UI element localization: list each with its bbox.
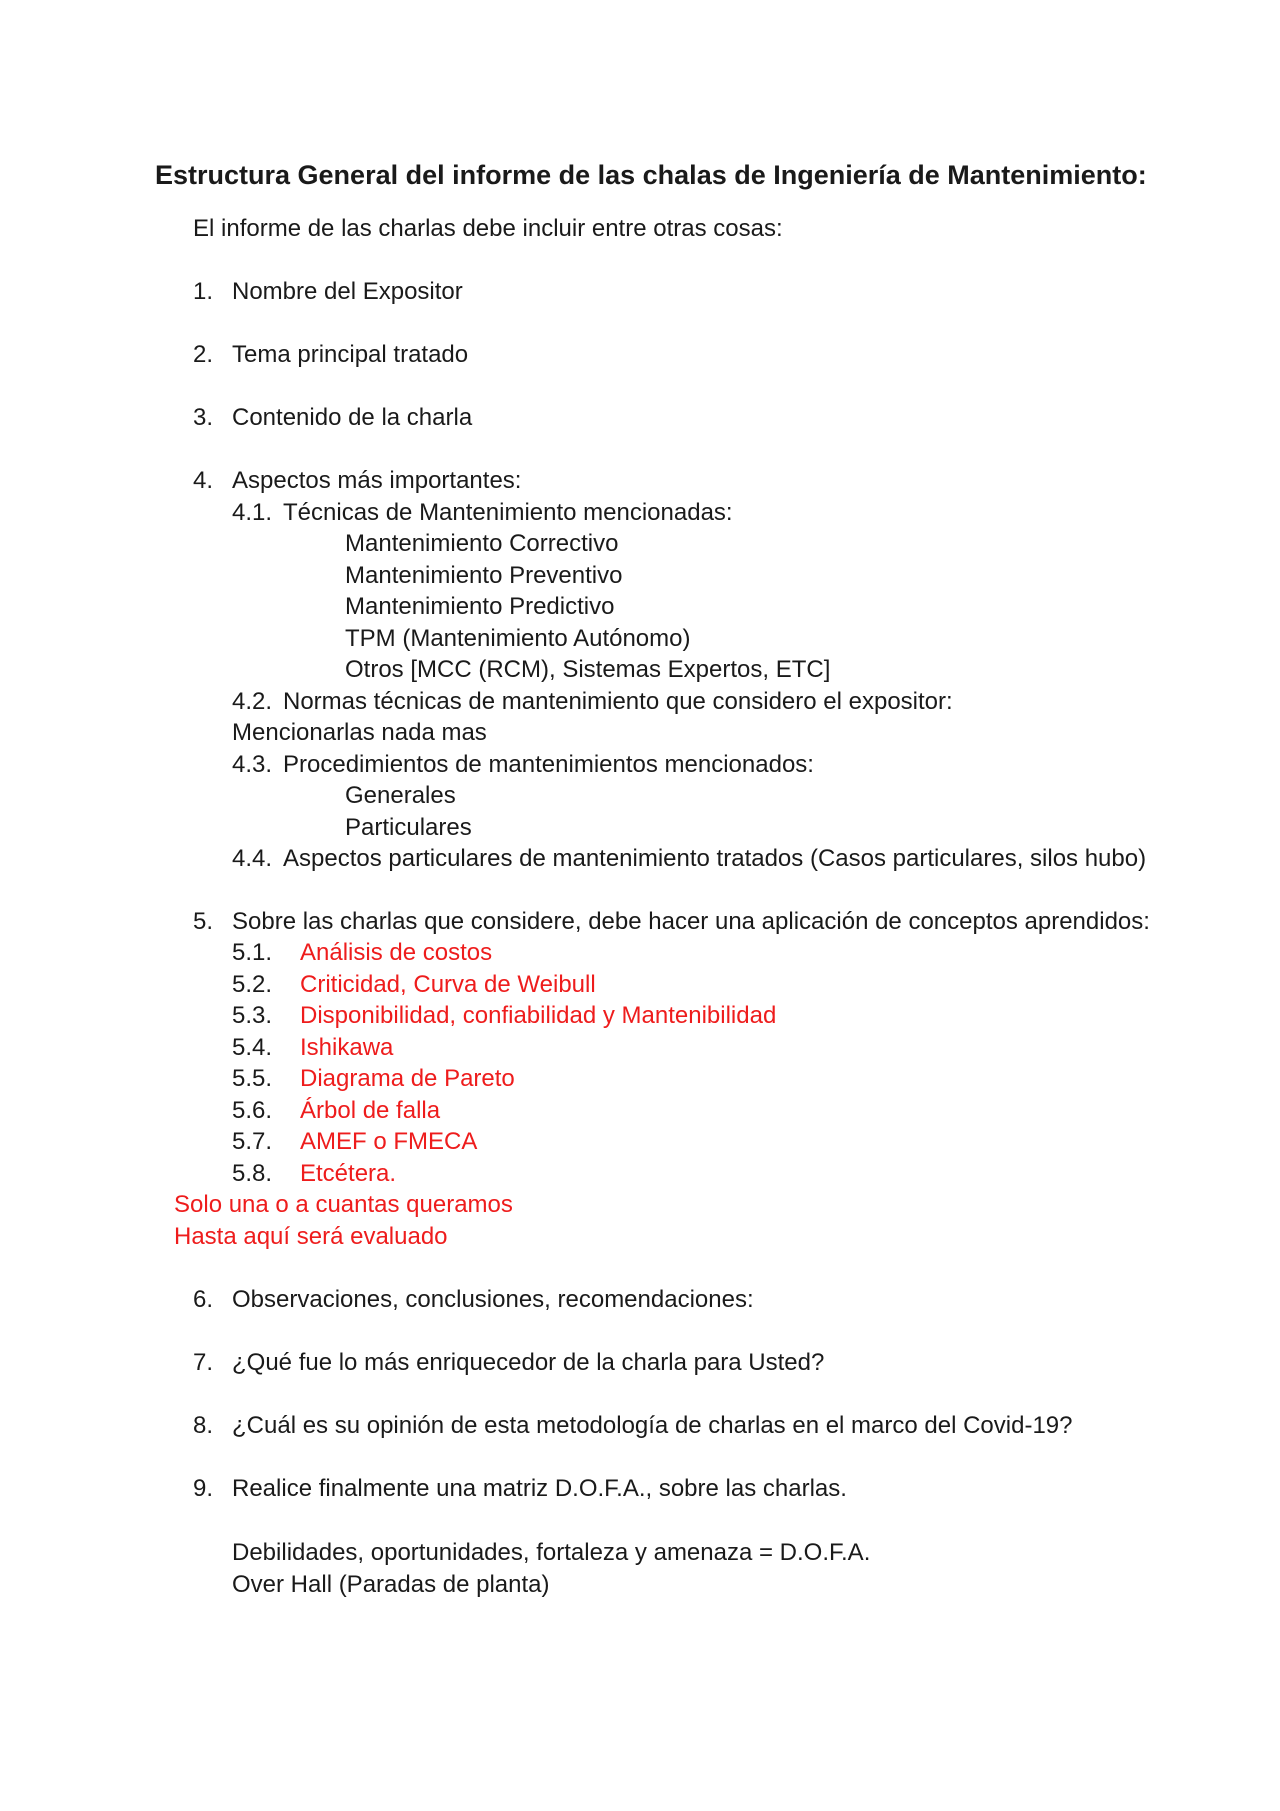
item-number: 6. — [193, 1286, 214, 1313]
evaluation-note: Hasta aquí será evaluado — [174, 1223, 448, 1250]
item-number: 5. — [193, 908, 214, 935]
concept-number: 5.6. — [232, 1097, 273, 1124]
concept-number: 5.5. — [232, 1065, 273, 1092]
concept-number: 5.2. — [232, 971, 273, 998]
subitem-text: Procedimientos de mantenimientos mencionados: — [283, 751, 814, 778]
concept-text: Árbol de falla — [300, 1097, 441, 1124]
item-number: 2. — [193, 341, 214, 368]
overhall-note: Over Hall (Paradas de planta) — [232, 1571, 550, 1598]
dofa-definition: Debilidades, oportunidades, fortaleza y amenaza = D.O.F.A. — [232, 1539, 871, 1566]
item-number: 7. — [193, 1349, 214, 1376]
subitem-number: 4.3. — [232, 751, 273, 778]
concept-number: 5.8. — [232, 1160, 273, 1187]
concept-number: 5.4. — [232, 1034, 273, 1061]
concept-text: Ishikawa — [300, 1034, 394, 1061]
item-text: ¿Cuál es su opinión de esta metodología de charlas en el marco del Covid-19? — [232, 1412, 1073, 1439]
concept-text: Disponibilidad, confiabilidad y Mantenibilidad — [300, 1002, 777, 1029]
concept-number: 5.7. — [232, 1128, 273, 1155]
concept-number: 5.3. — [232, 1002, 273, 1029]
item-number: 8. — [193, 1412, 214, 1439]
item-text: Contenido de la charla — [232, 404, 473, 431]
item-text: ¿Qué fue lo más enriquecedor de la charla para Usted? — [232, 1349, 825, 1376]
item-text: Tema principal tratado — [232, 341, 469, 368]
item-text: Realice finalmente una matriz D.O.F.A., sobre las charlas. — [232, 1475, 847, 1502]
evaluation-note: Solo una o a cuantas queramos — [174, 1191, 513, 1218]
item-number: 9. — [193, 1475, 214, 1502]
concept-text: Criticidad, Curva de Weibull — [300, 971, 596, 998]
subitem-number: 4.1. — [232, 499, 273, 526]
intro-text: El informe de las charlas debe incluir entre otras cosas: — [193, 215, 783, 242]
concept-text: Análisis de costos — [300, 939, 493, 966]
subitem-text: Técnicas de Mantenimiento mencionadas: — [283, 499, 733, 526]
subitem-text: Aspectos particulares de mantenimiento tratados (Casos particulares, silos hubo) — [283, 845, 1147, 872]
item-number: 1. — [193, 278, 214, 305]
technique-item: Mantenimiento Preventivo — [345, 562, 623, 589]
concept-text: Etcétera. — [300, 1160, 397, 1187]
concept-text: AMEF o FMECA — [300, 1128, 478, 1155]
item-text: Observaciones, conclusiones, recomendaciones: — [232, 1286, 754, 1313]
technique-item: Otros [MCC (RCM), Sistemas Expertos, ETC] — [345, 656, 831, 683]
technique-item: TPM (Mantenimiento Autónomo) — [345, 625, 691, 652]
document-title: Estructura General del informe de las chalas de Ingeniería de Mantenimiento: — [155, 160, 1147, 190]
technique-item: Mantenimiento Correctivo — [345, 530, 619, 557]
item-number: 3. — [193, 404, 214, 431]
item-text: Sobre las charlas que considere, debe hacer una aplicación de conceptos aprendidos: — [232, 908, 1150, 935]
subitem-number: 4.4. — [232, 845, 273, 872]
item-text: Aspectos más importantes: — [232, 467, 522, 494]
concept-text: Diagrama de Pareto — [300, 1065, 515, 1092]
technique-item: Mantenimiento Predictivo — [345, 593, 615, 620]
item-number: 4. — [193, 467, 214, 494]
procedure-item: Generales — [345, 782, 456, 809]
subitem-text: Normas técnicas de mantenimiento que considero el expositor: — [283, 688, 953, 715]
concept-number: 5.1. — [232, 939, 273, 966]
subitem-number: 4.2. — [232, 688, 273, 715]
item-text: Nombre del Expositor — [232, 278, 463, 305]
procedure-item: Particulares — [345, 814, 472, 841]
subitem-note: Mencionarlas nada mas — [232, 719, 487, 746]
